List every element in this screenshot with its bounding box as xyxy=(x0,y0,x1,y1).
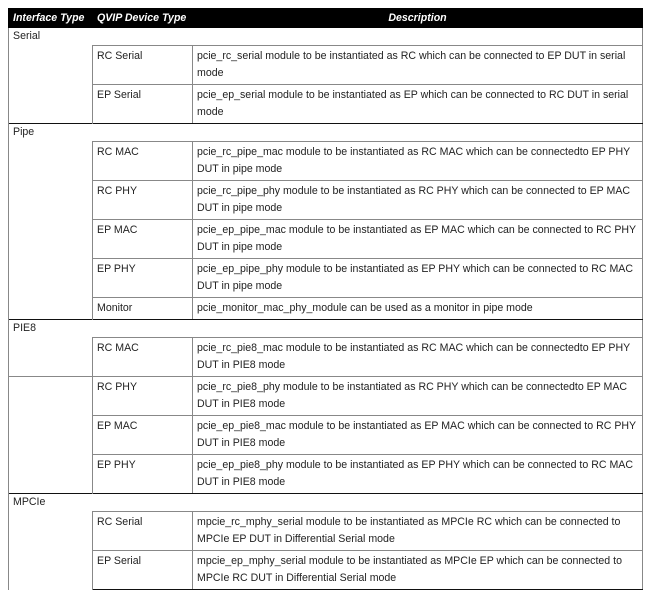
empty-cell xyxy=(9,220,93,259)
table-row xyxy=(9,551,643,590)
header-description: Description xyxy=(193,9,643,28)
device-type-cell: EP PHY xyxy=(93,259,193,298)
device-type-cell: RC PHY xyxy=(93,181,193,220)
header-qvip-device-type: QVIP Device Type xyxy=(93,9,193,28)
device-type-cell: RC Serial xyxy=(93,46,193,85)
description-cell: pcie_rc_pie8_phy module to be instantiated as RC PHY which can be connectedto EP MAC DUT in PIE8 mode xyxy=(193,377,643,416)
group-label: PIE8 xyxy=(9,320,643,338)
empty-cell xyxy=(9,46,93,85)
description-cell: mpcie_ep_mphy_serial module to be instantiated as MPCIe EP which can be connected to MPCIe RC DUT in Differential Serial mode xyxy=(193,551,643,590)
description-cell: pcie_ep_serial module to be instantiated as EP which can be connected to RC DUT in serial mode xyxy=(193,85,643,124)
description-cell: pcie_ep_pipe_phy module to be instantiated as EP PHY which can be connected to RC MAC DUT in pipe mode xyxy=(193,259,643,298)
empty-cell xyxy=(9,259,93,298)
device-type-cell: EP MAC xyxy=(93,220,193,259)
device-type-cell: RC MAC xyxy=(93,142,193,181)
table-row xyxy=(9,338,643,377)
group-row-mpcie xyxy=(9,494,643,512)
description-cell: pcie_rc_pipe_mac module to be instantiated as RC MAC which can be connectedto EP PHY DUT in pipe mode xyxy=(193,142,643,181)
interface-table xyxy=(8,8,643,590)
group-label: Pipe xyxy=(9,124,643,142)
device-type-cell: EP Serial xyxy=(93,551,193,590)
empty-cell xyxy=(9,338,93,377)
empty-cell xyxy=(9,298,93,320)
empty-cell xyxy=(9,512,93,551)
empty-cell xyxy=(9,455,93,494)
header-interface-type: Interface Type xyxy=(9,9,93,28)
device-type-cell: EP Serial xyxy=(93,85,193,124)
empty-cell xyxy=(9,142,93,181)
description-cell: pcie_rc_serial module to be instantiated as RC which can be connected to EP DUT in serial mode xyxy=(193,46,643,85)
group-label: MPCIe xyxy=(9,494,643,512)
description-cell: pcie_ep_pie8_mac module to be instantiated as EP MAC which can be connected to RC PHY DUT in PIE8 mode xyxy=(193,416,643,455)
group-row-pie8 xyxy=(9,320,643,338)
device-type-cell: RC Serial xyxy=(93,512,193,551)
table-row xyxy=(9,46,643,85)
device-type-cell: RC MAC xyxy=(93,338,193,377)
table-row xyxy=(9,377,643,416)
empty-cell xyxy=(9,85,93,124)
description-cell: pcie_rc_pie8_mac module to be instantiated as RC MAC which can be connectedto EP PHY DUT in PIE8 mode xyxy=(193,338,643,377)
table-row xyxy=(9,259,643,298)
group-row-serial xyxy=(9,28,643,46)
group-row-pipe xyxy=(9,124,643,142)
device-type-cell: EP MAC xyxy=(93,416,193,455)
description-cell: pcie_rc_pipe_phy module to be instantiated as RC PHY which can be connected to EP MAC DUT in pipe mode xyxy=(193,181,643,220)
description-cell: pcie_ep_pie8_phy module to be instantiated as EP PHY which can be connected to RC MAC DUT in PIE8 mode xyxy=(193,455,643,494)
table-row xyxy=(9,142,643,181)
description-cell: mpcie_rc_mphy_serial module to be instantiated as MPCIe RC which can be connected to MPCIe EP DUT in Differential Serial mode xyxy=(193,512,643,551)
group-label: Serial xyxy=(9,28,643,46)
description-cell: pcie_monitor_mac_phy_module can be used as a monitor in pipe mode xyxy=(193,298,643,320)
table-row xyxy=(9,220,643,259)
table-row xyxy=(9,416,643,455)
device-type-cell: EP PHY xyxy=(93,455,193,494)
empty-cell xyxy=(9,377,93,416)
table-row xyxy=(9,85,643,124)
device-type-cell: Monitor xyxy=(93,298,193,320)
empty-cell xyxy=(9,181,93,220)
empty-cell xyxy=(9,551,93,590)
description-cell: pcie_ep_pipe_mac module to be instantiated as EP MAC which can be connected to RC PHY DUT in pipe mode xyxy=(193,220,643,259)
table-row xyxy=(9,455,643,494)
table-row xyxy=(9,181,643,220)
table-header xyxy=(9,9,643,28)
empty-cell xyxy=(9,416,93,455)
table-row xyxy=(9,298,643,320)
device-type-cell: RC PHY xyxy=(93,377,193,416)
table-row xyxy=(9,512,643,551)
